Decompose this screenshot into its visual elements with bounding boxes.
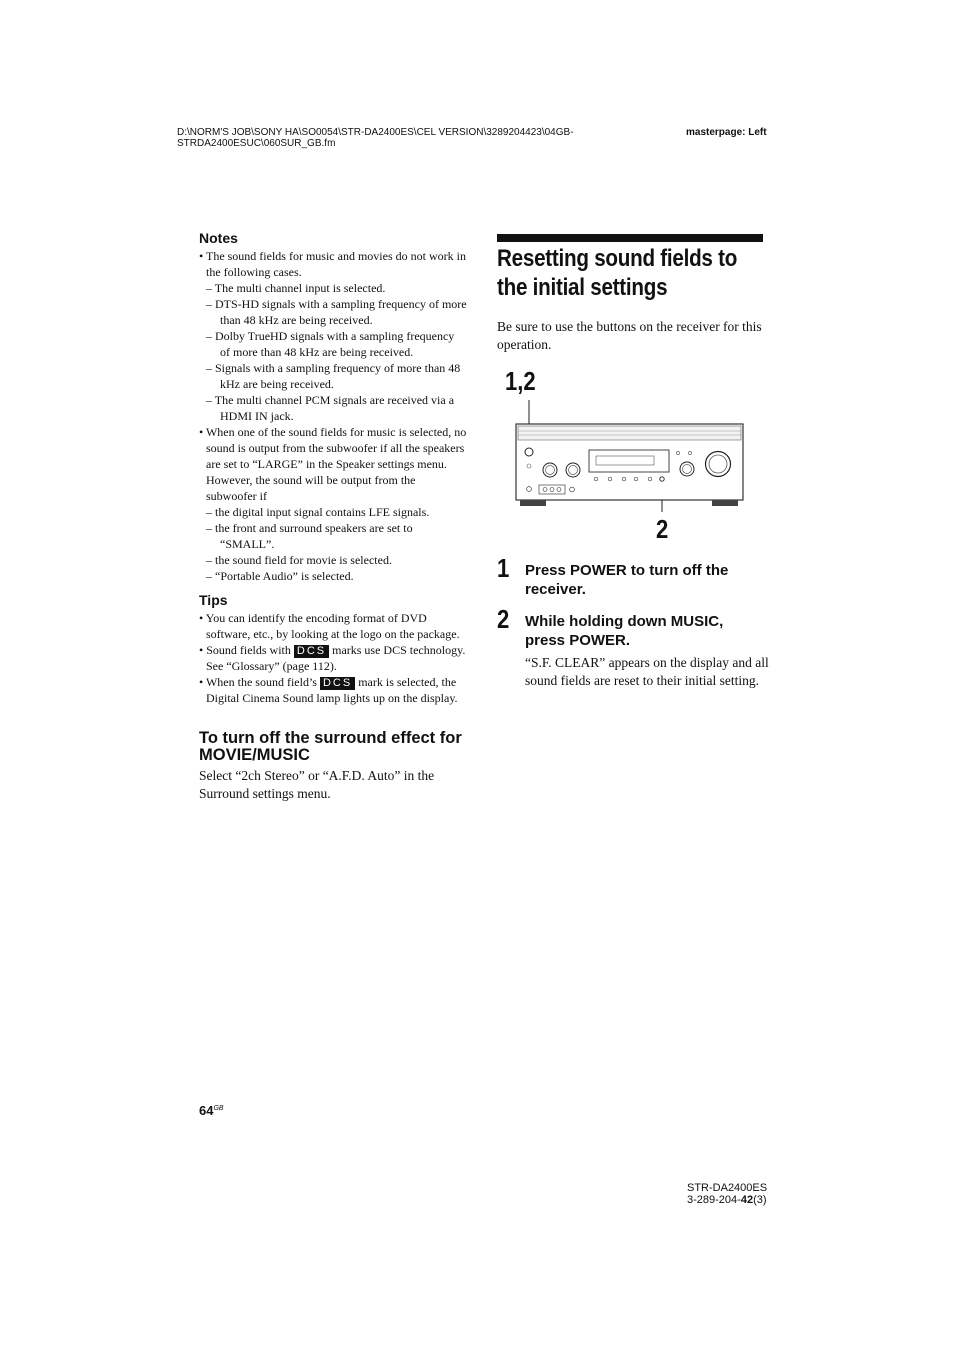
section-title-bar xyxy=(497,234,763,242)
note-bullet-1: • The sound fields for music and movies do not work in the following cases. xyxy=(199,249,466,279)
headphone-jack xyxy=(570,487,575,492)
tip-2-text-start: • Sound fields with xyxy=(199,643,294,657)
tip-2-text-end: marks use DCS technology. See “Glossary” (page 112). xyxy=(206,643,466,673)
note-bullet-2-continued: However, the sound will be output from the subwoofer if xyxy=(206,473,416,503)
page-number xyxy=(199,1103,224,1118)
tip-3-text-end: mark is selected, the Digital Cinema Sound lamp lights up on the display. xyxy=(206,675,458,705)
note-bullet-2: • When one of the sound fields for music is selected, no sound is output from the subwoofer if all the speakers are set to “LARGE” in the Speaker settings menu. xyxy=(199,425,467,471)
page-number-suffix: GB xyxy=(213,1105,224,1112)
receiver-foot-right xyxy=(712,500,738,506)
section-intro: Be sure to use the buttons on the receiver for this operation. xyxy=(497,319,762,352)
note-1-item-1: – The multi channel input is selected. xyxy=(206,281,386,295)
step-2-text: While holding down MUSIC, press POWER. xyxy=(525,613,724,649)
file-path-header xyxy=(177,127,647,149)
note-1-item-5: – The multi channel PCM signals are received via a HDMI IN jack. xyxy=(206,393,455,423)
receiver-top-strip xyxy=(518,426,741,440)
file-path-line-2: STRDA2400ESUC\060SUR_GB.fm xyxy=(177,138,336,149)
notes-heading: Notes xyxy=(199,230,238,246)
note-2-item-2: – the front and surround speakers are set to “SMALL”. xyxy=(206,521,413,551)
dcs-mark: DCS xyxy=(320,677,355,690)
figure-callout-1-2: 1,2 xyxy=(505,366,536,396)
receiver-foot-left xyxy=(520,500,546,506)
surround-off-heading: To turn off the surround effect for MOVIE/MUSIC xyxy=(199,729,462,764)
left-column xyxy=(199,230,467,802)
document-code xyxy=(687,1194,767,1206)
masterpage-label: masterpage: Left xyxy=(686,127,767,138)
page-number-value: 64 xyxy=(199,1103,214,1118)
note-2-item-3: – the sound field for movie is selected. xyxy=(206,553,392,567)
note-1-item-4: – Signals with a sampling frequency of more than 48 kHz are being received. xyxy=(206,361,461,391)
step-2-detail: “S.F. CLEAR” appears on the display and all sound fields are reset to their initial setting. xyxy=(525,655,769,688)
document-code-bold: 42 xyxy=(740,1194,754,1206)
document-code-prefix: 3-289-204- xyxy=(687,1194,741,1206)
figure-callout-2: 2 xyxy=(656,514,669,544)
model-name: STR-DA2400ES xyxy=(687,1182,768,1194)
note-2-item-4: – “Portable Audio” is selected. xyxy=(206,569,354,583)
music-button xyxy=(660,477,664,481)
step-1-text: Press POWER to turn off the receiver. xyxy=(525,562,729,598)
model-code-footer xyxy=(687,1182,767,1206)
note-1-item-3: – Dolby TrueHD signals with a sampling frequency of more than 48 kHz are being received. xyxy=(206,329,455,359)
tip-2 xyxy=(199,642,467,674)
dcs-mark: DCS xyxy=(294,645,329,658)
tip-3-text-start: • When the sound field’s xyxy=(199,675,320,689)
step-1-number: 1 xyxy=(497,553,510,583)
tip-1: • You can identify the encoding format of DVD software, etc., by looking at the logo on the package. xyxy=(199,611,460,641)
section-title: Resetting sound fields to the initial settings xyxy=(497,245,738,301)
step-2-number: 2 xyxy=(497,604,510,634)
receiver-front-panel-illustration xyxy=(510,390,750,512)
note-2-item-1: – the digital input signal contains LFE signals. xyxy=(206,505,430,519)
file-path-line-1: D:\NORM'S JOB\SONY HA\SO0054\STR-DA2400ES\CEL VERSION\3289204423\04GB- xyxy=(177,127,574,138)
note-1-item-2: – DTS-HD signals with a sampling frequency of more than 48 kHz are being received. xyxy=(206,297,467,327)
tips-heading: Tips xyxy=(199,592,228,608)
surround-off-body: Select “2ch Stereo” or “A.F.D. Auto” in the Surround settings menu. xyxy=(199,768,435,801)
document-code-suffix: (3) xyxy=(753,1194,767,1206)
power-button xyxy=(525,448,533,456)
tip-3 xyxy=(199,674,467,706)
